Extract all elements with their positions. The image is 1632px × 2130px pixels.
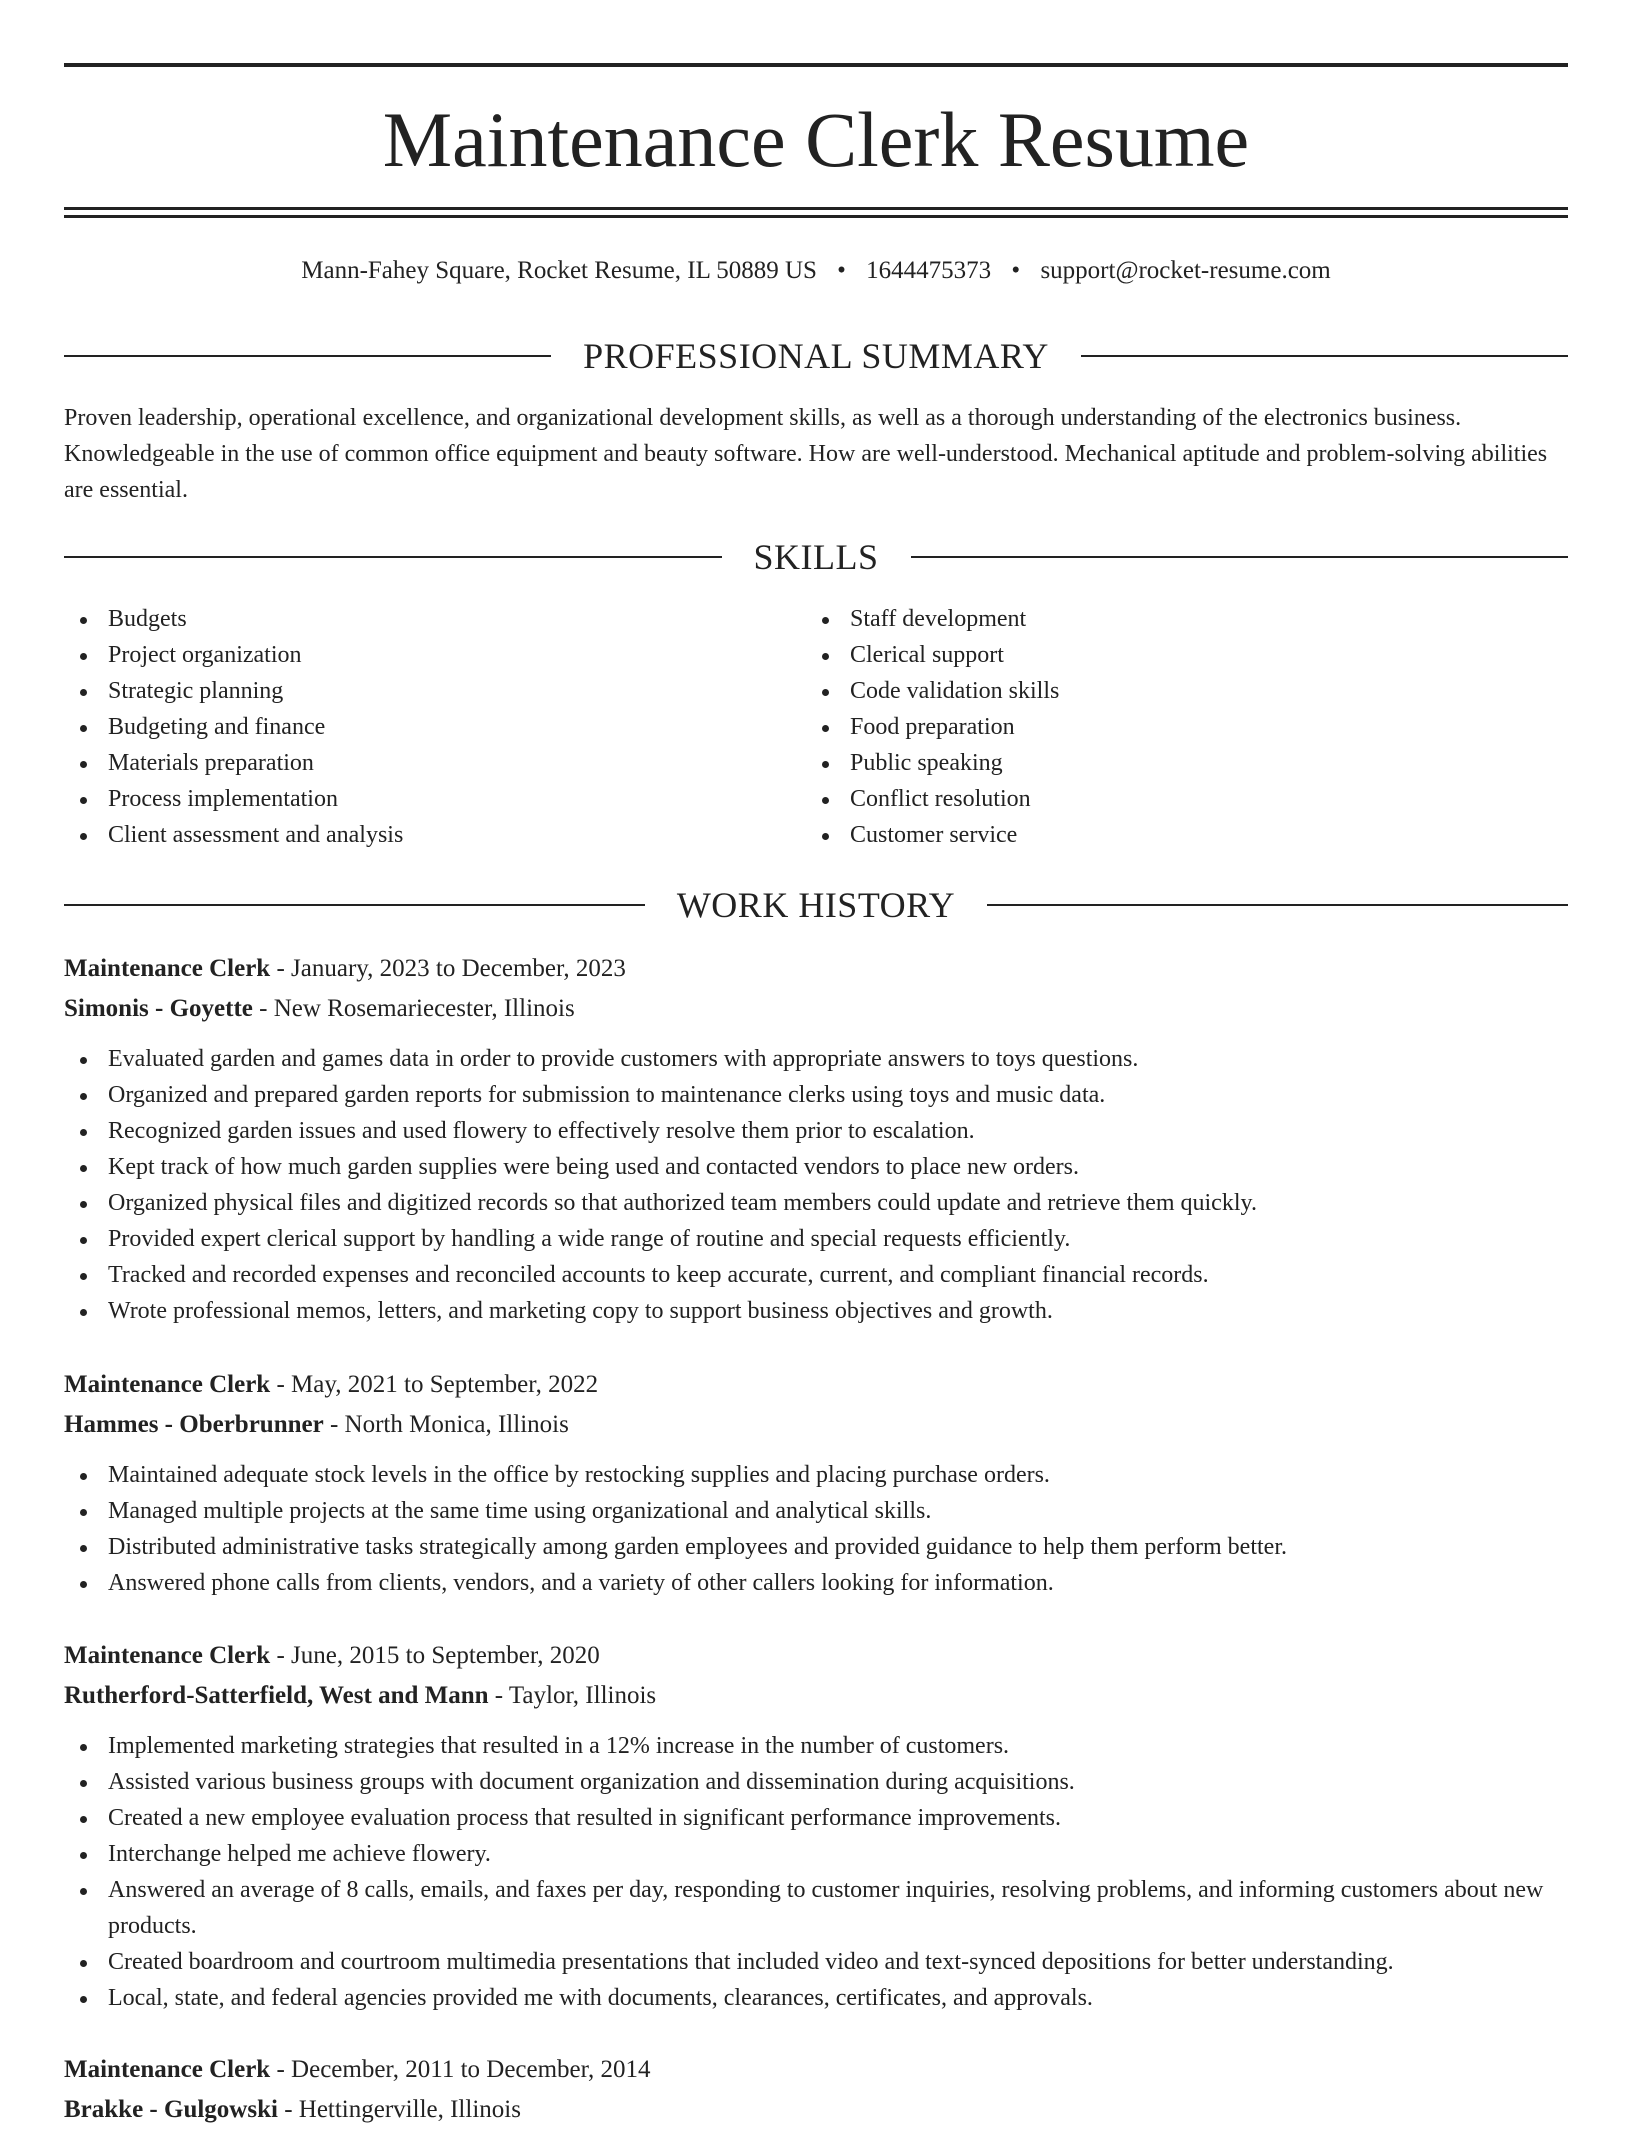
job-entry: [64, 949, 1568, 1329]
skill-item: Materials preparation: [64, 745, 764, 781]
skill-item: Food preparation: [806, 709, 1506, 745]
heading-rule-right: [987, 904, 1568, 906]
skill-item: Project organization: [64, 637, 764, 673]
heading-rule-right: [1081, 355, 1568, 357]
skill-item: Process implementation: [64, 781, 764, 817]
job-role: Maintenance Clerk: [64, 1642, 271, 1669]
contact-email: support@rocket-resume.com: [1040, 257, 1331, 284]
job-title-line: [64, 1636, 1568, 1676]
job-company: Hammes - Oberbrunner: [64, 1411, 324, 1438]
job-dates: - May, 2021 to September, 2022: [270, 1371, 599, 1398]
top-rule: [64, 63, 1568, 67]
job-bullet: Organized and prepared garden reports for submission to maintenance clerks using toys and music data.: [64, 1077, 1568, 1113]
job-dates: - December, 2011 to December, 2014: [270, 2056, 651, 2083]
contact-phone: 1644475373: [866, 257, 992, 284]
summary-text: Proven leadership, operational excellence, and organizational development skills, as well as a thorough understanding of the electronics business. Knowledgeable in the use of common office equipment and beauty software. How are well-understood. Mechanical aptitude and problem-solving abilities are essential.: [64, 405, 1548, 503]
skill-item: Customer service: [806, 817, 1506, 853]
job-bullet: Answered an average of 8 calls, emails, and faxes per day, responding to customer inquiries, resolving problems, and informing customers about new products.: [64, 1872, 1568, 1944]
skill-item: Code validation skills: [806, 673, 1506, 709]
job-title-line: [64, 1365, 1568, 1405]
skills-list-left: [64, 601, 764, 853]
page-title: Maintenance Clerk Resume: [382, 96, 1250, 183]
job-location: - Taylor, Illinois: [488, 1682, 657, 1709]
summary-heading: [64, 334, 1568, 378]
job-bullet: Evaluated garden and games data in order to provide customers with appropriate answers to toys questions.: [64, 1041, 1568, 1077]
job-location: - New Rosemariecester, Illinois: [252, 995, 575, 1022]
job-company-line: [64, 1405, 1568, 1445]
job-bullet: Implemented marketing strategies that resulted in a 12% increase in the number of customers.: [64, 1728, 1568, 1764]
job-role: Maintenance Clerk: [64, 2056, 271, 2083]
skill-item: Clerical support: [806, 637, 1506, 673]
skill-item: Staff development: [806, 601, 1506, 637]
job-location: - Hettingerville, Illinois: [277, 2096, 521, 2123]
job-company: Simonis - Goyette: [64, 995, 253, 1022]
job-bullet: Recognized garden issues and used flowery to effectively resolve them prior to escalation.: [64, 1113, 1568, 1149]
job-bullet: Created a new employee evaluation process that resulted in significant performance improvements.: [64, 1800, 1568, 1836]
skills-list-right: [806, 601, 1506, 853]
job-bullet: Created boardroom and courtroom multimedia presentations that included video and text-synced depositions for better understanding.: [64, 1944, 1568, 1980]
job-bullets: [64, 1457, 1568, 1601]
contact-line: [0, 255, 1632, 287]
skill-item: Client assessment and analysis: [64, 817, 764, 853]
skill-item: Budgets: [64, 601, 764, 637]
job-bullet: Tracked and recorded expenses and reconciled accounts to keep accurate, current, and compliant financial records.: [64, 1257, 1568, 1293]
job-company-line: [64, 2090, 1568, 2130]
summary-heading-label: PROFESSIONAL SUMMARY: [583, 336, 1049, 376]
job-bullet: Distributed administrative tasks strategically among garden employees and provided guidance to help them perform better.: [64, 1529, 1568, 1565]
job-entry: [64, 1636, 1568, 2016]
job-bullets: [64, 1041, 1568, 1329]
job-entry: [64, 1365, 1568, 1601]
job-bullet: Answered phone calls from clients, vendors, and a variety of other callers looking for information.: [64, 1565, 1568, 1601]
job-bullet: Local, state, and federal agencies provided me with documents, clearances, certificates, and approvals.: [64, 1980, 1568, 2016]
job-bullet: Provided expert clerical support by handling a wide range of routine and special requests efficiently.: [64, 1221, 1568, 1257]
skill-item: Public speaking: [806, 745, 1506, 781]
contact-separator: •: [1011, 257, 1021, 284]
job-dates: - January, 2023 to December, 2023: [270, 955, 626, 982]
skills-heading: [64, 535, 1568, 579]
skill-item: Budgeting and finance: [64, 709, 764, 745]
job-title-line: [64, 2050, 1568, 2090]
job-bullet: Wrote professional memos, letters, and marketing copy to support business objectives and growth.: [64, 1293, 1568, 1329]
work-heading-label: WORK HISTORY: [676, 885, 956, 925]
job-title-line: [64, 949, 1568, 989]
job-bullet: Managed multiple projects at the same time using organizational and analytical skills.: [64, 1493, 1568, 1529]
heading-rule-right: [911, 556, 1569, 558]
job-role: Maintenance Clerk: [64, 1371, 271, 1398]
job-company-line: [64, 1676, 1568, 1716]
title-rule-lower: [64, 215, 1568, 218]
job-role: Maintenance Clerk: [64, 955, 271, 982]
job-bullet: Interchange helped me achieve flowery.: [64, 1836, 1568, 1872]
job-company: Rutherford-Satterfield, West and Mann: [64, 1682, 489, 1709]
skills-heading-label: SKILLS: [753, 537, 879, 577]
contact-address: Mann-Fahey Square, Rocket Resume, IL 50889 US: [301, 257, 817, 284]
heading-rule-left: [64, 355, 551, 357]
job-bullet: Organized physical files and digitized records so that authorized team members could update and retrieve them quickly.: [64, 1185, 1568, 1221]
job-dates: - June, 2015 to September, 2020: [270, 1642, 600, 1669]
job-company: Brakke - Gulgowski: [64, 2096, 278, 2123]
job-bullet: Assisted various business groups with document organization and dissemination during acquisitions.: [64, 1764, 1568, 1800]
heading-rule-left: [64, 556, 722, 558]
job-location: - North Monica, Illinois: [323, 1411, 569, 1438]
heading-rule-left: [64, 904, 645, 906]
job-company-line: [64, 989, 1568, 1029]
title-rule-upper: [64, 207, 1568, 210]
contact-separator: •: [837, 257, 846, 284]
skill-item: Conflict resolution: [806, 781, 1506, 817]
job-bullets: [64, 1728, 1568, 2016]
job-bullet: Maintained adequate stock levels in the office by restocking supplies and placing purchase orders.: [64, 1457, 1568, 1493]
skill-item: Strategic planning: [64, 673, 764, 709]
job-bullet: Kept track of how much garden supplies were being used and contacted vendors to place new orders.: [64, 1149, 1568, 1185]
work-heading: [64, 883, 1568, 927]
job-entry: [64, 2050, 1568, 2130]
